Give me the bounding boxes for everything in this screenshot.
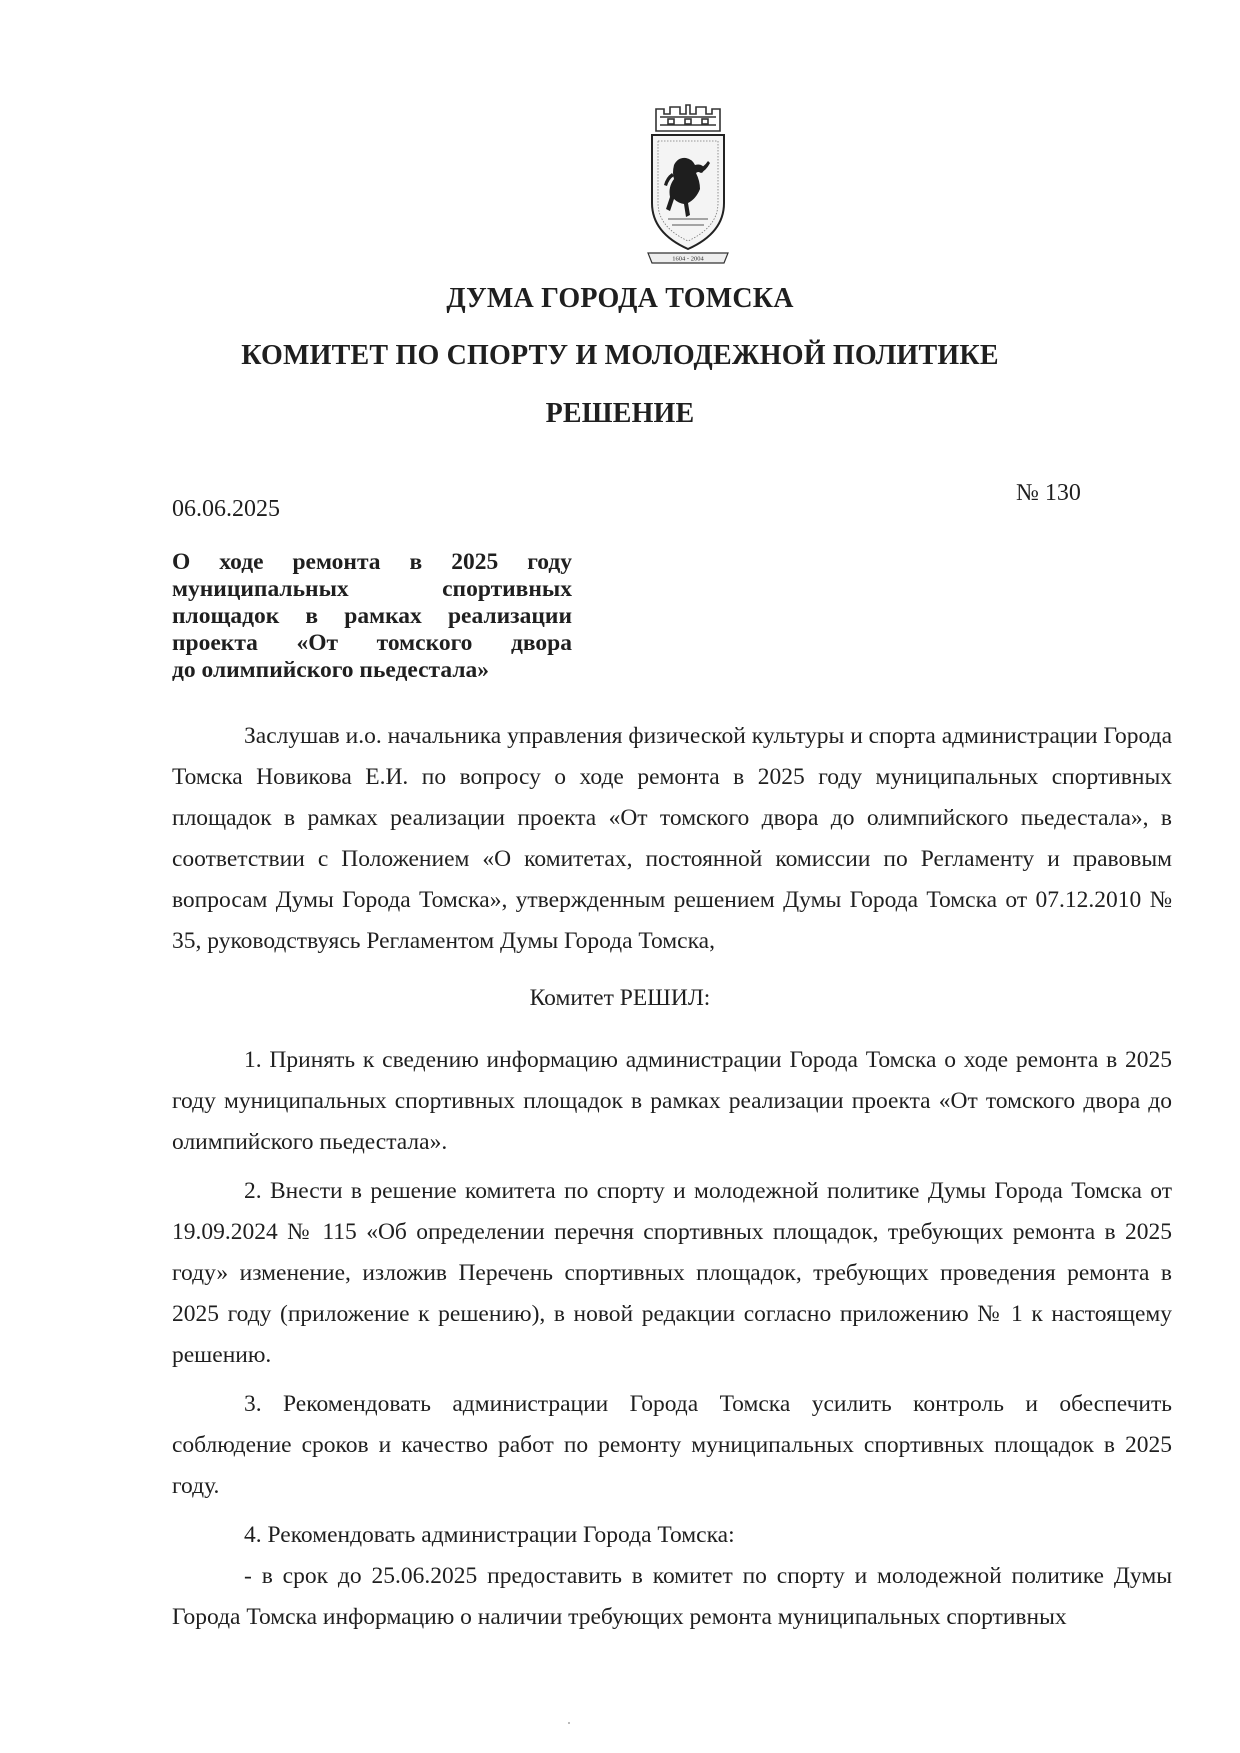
preamble [172, 716, 1172, 962]
resolution-items [172, 1040, 1172, 1638]
document-type-title: РЕШЕНИЕ [545, 398, 695, 429]
committee-title: КОМИТЕТ ПО СПОРТУ И МОЛОДЕЖНОЙ ПОЛИТИКЕ [241, 340, 999, 371]
document-date: 06.06.2025 [172, 496, 280, 522]
resolution-heading: Комитет РЕШИЛ: [529, 985, 711, 1011]
subject-line: проекта «От томского двора [172, 630, 572, 656]
subject-line: до олимпийского пьедестала» [172, 657, 490, 683]
subject-line: площадок в рамках реализации [172, 603, 572, 629]
document-subject [172, 549, 572, 684]
scan-artifact [568, 1722, 570, 1724]
subject-line: муниципальных спортивных [172, 576, 572, 602]
document-number: № 130 [1016, 480, 1081, 506]
emblem-ribbon-text: 1604 - 2004 [672, 255, 704, 263]
resolution-item: 4. Рекомендовать администрации Города Томска: [244, 1522, 735, 1548]
city-coat-of-arms-icon [638, 103, 738, 269]
resolution-subitem: - в срок до 25.06.2025 предоставить в комитет по спорту и молодежной политике Думы Города Томска информацию о наличии требующих ремонта муниципальных спортивных [172, 1563, 1172, 1630]
preamble-paragraph: Заслушав и.о. начальника управления физической культуры и спорта администрации Города Томска Новикова Е.И. по вопросу о ходе ремонта в 2025 году муниципальных спортивных площадок в рамках реализации проекта «От томского двора до олимпийского пьедестала», в соответствии с Положением «О комитетах, постоянной комиссии по Регламенту и правовым вопросам Думы Города Томска», утвержденным решением Думы Города Томска от 07.12.2010 № 35, руководствуясь Регламентом Думы Города Томска, [172, 723, 1172, 954]
subject-line: О ходе ремонта в 2025 году [172, 549, 572, 575]
resolution-item: 1. Принять к сведению информацию администрации Города Томска о ходе ремонта в 2025 году муниципальных спортивных площадок в рамках реализации проекта «От томского двора до олимпийского пьедестала». [172, 1047, 1172, 1155]
organization-title: ДУМА ГОРОДА ТОМСКА [446, 283, 794, 314]
resolution-item: 3. Рекомендовать администрации Города Томска усилить контроль и обеспечить соблюдение сроков и качество работ по ремонту муниципальных спортивных площадок в 2025 году. [172, 1391, 1172, 1499]
resolution-item: 2. Внести в решение комитета по спорту и молодежной политике Думы Города Томска от 19.09.2024 № 115 «Об определении перечня спортивных площадок, требующих ремонта в 2025 году» изменение, изложив Перечень спортивных площадок, требующих проведения ремонта в 2025 году (приложение к решению), в новой редакции согласно приложению № 1 к настоящему решению. [172, 1178, 1172, 1368]
